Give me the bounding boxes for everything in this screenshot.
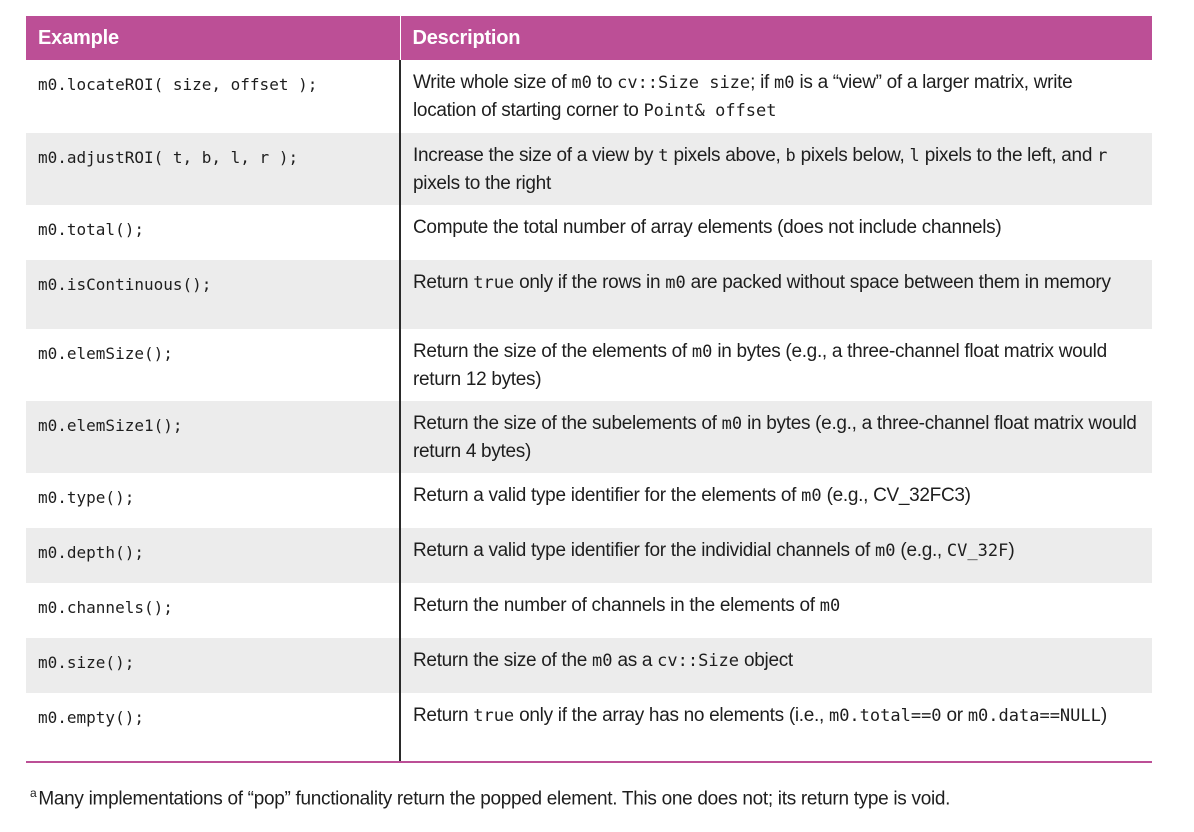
inline-code: m0 bbox=[591, 651, 613, 671]
description-cell bbox=[400, 693, 1152, 762]
table-header-row bbox=[26, 16, 1152, 60]
example-cell: m0.elemSize(); bbox=[26, 329, 400, 401]
example-cell: m0.empty(); bbox=[26, 693, 400, 762]
inline-code: m0 bbox=[691, 342, 713, 362]
table-row bbox=[26, 133, 1152, 205]
inline-code: m0 bbox=[801, 486, 822, 506]
inline-code: CV_32F bbox=[946, 541, 1009, 561]
description-text: ; if bbox=[750, 72, 774, 93]
description-cell bbox=[400, 260, 1152, 329]
description-cell bbox=[400, 638, 1152, 693]
inline-code: r bbox=[1097, 146, 1108, 166]
api-table-container bbox=[26, 16, 1152, 763]
inline-code: cv::Size size bbox=[617, 73, 751, 93]
description-text: or bbox=[941, 705, 968, 726]
description-text: to bbox=[591, 72, 618, 93]
header-example: Example bbox=[26, 16, 400, 60]
description-text: Increase the size of a view by bbox=[413, 145, 659, 166]
description-text: in bytes (e.g., a three-channel float matrix would return 4 bytes) bbox=[413, 413, 1137, 462]
description-text: Write whole size of bbox=[413, 72, 572, 93]
description-text: Return the size of the elements of bbox=[413, 341, 692, 362]
inline-code: m0 bbox=[819, 596, 841, 616]
description-text: pixels to the right bbox=[413, 173, 551, 194]
inline-code: true bbox=[473, 273, 515, 293]
description-cell bbox=[400, 583, 1152, 638]
example-cell: m0.depth(); bbox=[26, 528, 400, 583]
api-table bbox=[26, 16, 1152, 763]
description-text: pixels above, bbox=[668, 145, 786, 166]
example-cell: m0.isContinuous(); bbox=[26, 260, 400, 329]
description-text: Return the size of the bbox=[413, 650, 592, 671]
footnote-marker: a bbox=[30, 786, 37, 800]
example-cell: m0.type(); bbox=[26, 473, 400, 528]
inline-code: m0.total==0 bbox=[828, 706, 942, 726]
inline-code: true bbox=[473, 706, 515, 726]
footnote-text: Many implementations of “pop” functionality return the popped element. This one does not; its return type is void. bbox=[38, 788, 951, 810]
table-row bbox=[26, 329, 1152, 401]
table-body bbox=[26, 60, 1152, 762]
table-row bbox=[26, 693, 1152, 762]
description-text: object bbox=[739, 650, 793, 671]
inline-code: cv::Size bbox=[657, 651, 740, 671]
inline-code: b bbox=[785, 146, 796, 166]
inline-code: l bbox=[909, 146, 920, 166]
table-row bbox=[26, 260, 1152, 329]
table-row bbox=[26, 473, 1152, 528]
inline-code: m0 bbox=[721, 414, 743, 434]
table-row bbox=[26, 401, 1152, 473]
description-cell bbox=[400, 205, 1152, 260]
description-text: are packed without space between them in memory bbox=[685, 272, 1111, 293]
description-text: is a “view” of a larger matrix, write location of starting corner to bbox=[413, 72, 1073, 121]
table-row bbox=[26, 205, 1152, 260]
example-cell: m0.elemSize1(); bbox=[26, 401, 400, 473]
example-cell: m0.adjustROI( t, b, l, r ); bbox=[26, 133, 400, 205]
description-cell bbox=[400, 401, 1152, 473]
example-cell: m0.size(); bbox=[26, 638, 400, 693]
inline-code: m0 bbox=[571, 73, 592, 93]
description-cell bbox=[400, 60, 1152, 133]
description-cell bbox=[400, 133, 1152, 205]
description-cell bbox=[400, 329, 1152, 401]
inline-code: m0 bbox=[774, 73, 795, 93]
description-text: Return the size of the subelements of bbox=[413, 413, 722, 434]
header-description: Description bbox=[400, 16, 1152, 60]
footnote bbox=[30, 786, 950, 810]
inline-code: m0 bbox=[874, 541, 896, 561]
description-text: only if the rows in bbox=[514, 272, 666, 293]
description-text: (e.g., CV_32FC3) bbox=[821, 485, 971, 506]
description-cell bbox=[400, 528, 1152, 583]
description-text: Return bbox=[413, 705, 474, 726]
description-text: Return a valid type identifier for the individial channels of bbox=[413, 540, 875, 561]
description-text: ) bbox=[1008, 540, 1015, 561]
inline-code: m0 bbox=[665, 273, 686, 293]
description-text: Compute the total number of array elements (does not include channels) bbox=[413, 217, 1002, 238]
description-text: only if the array has no elements (i.e., bbox=[514, 705, 829, 726]
inline-code: t bbox=[658, 146, 669, 166]
description-text: in bytes (e.g., a three-channel float matrix would return 12 bytes) bbox=[413, 341, 1107, 390]
description-text: (e.g., bbox=[895, 540, 947, 561]
inline-code: m0.data==NULL bbox=[967, 706, 1101, 726]
description-text: pixels below, bbox=[795, 145, 910, 166]
description-cell bbox=[400, 473, 1152, 528]
description-text: Return a valid type identifier for the elements of bbox=[413, 485, 802, 506]
table-row bbox=[26, 528, 1152, 583]
description-text: pixels to the left, and bbox=[919, 145, 1098, 166]
example-cell: m0.channels(); bbox=[26, 583, 400, 638]
table-row bbox=[26, 583, 1152, 638]
description-text: ) bbox=[1100, 705, 1107, 726]
description-text: Return bbox=[413, 272, 474, 293]
inline-code: Point& offset bbox=[643, 101, 777, 121]
example-cell: m0.total(); bbox=[26, 205, 400, 260]
description-text: Return the number of channels in the elements of bbox=[413, 595, 820, 616]
table-row bbox=[26, 60, 1152, 133]
table-row bbox=[26, 638, 1152, 693]
description-text: as a bbox=[612, 650, 658, 671]
example-cell: m0.locateROI( size, offset ); bbox=[26, 60, 400, 133]
